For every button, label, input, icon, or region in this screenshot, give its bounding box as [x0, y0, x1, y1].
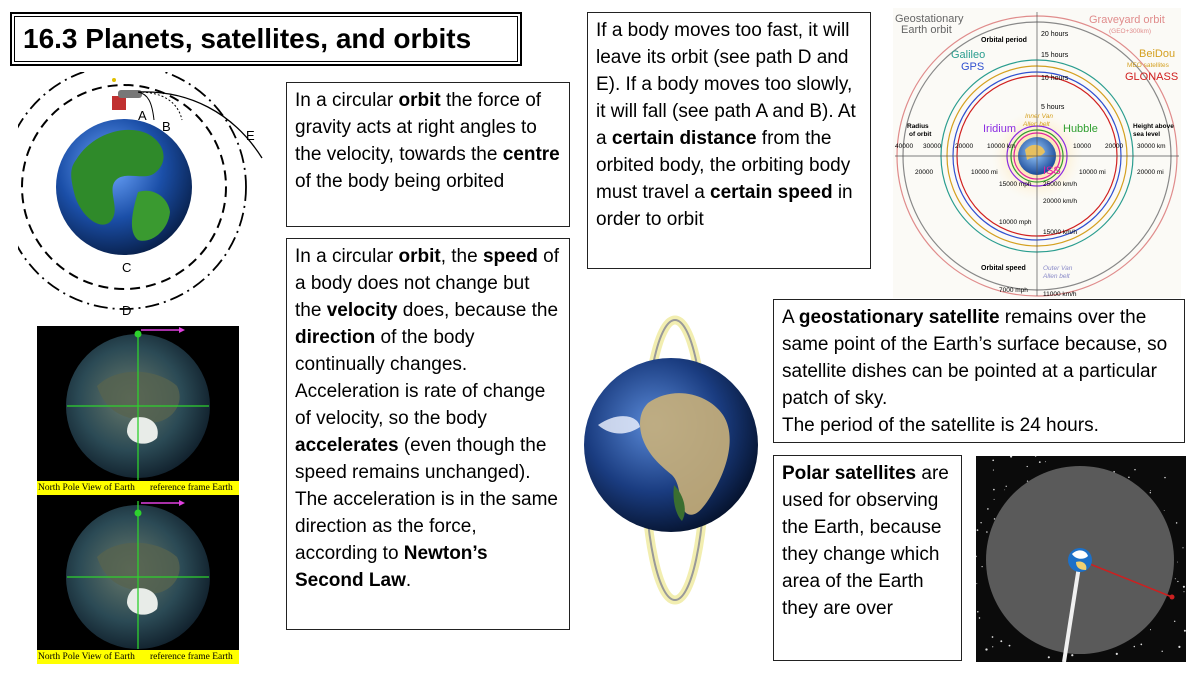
cannon-barrel	[118, 90, 142, 98]
star	[976, 583, 977, 584]
label-orbital-period: Orbital period	[981, 37, 1027, 44]
label-geostationary-1: Geostationary	[895, 13, 964, 25]
star	[1164, 510, 1165, 511]
north-pole-caption-top	[37, 481, 239, 495]
star	[1150, 492, 1151, 493]
label-mi20000: 20000	[915, 169, 934, 176]
text: from the orbited body, the orbiting body must travel a	[596, 128, 851, 203]
text: If a body moves too fast, it will leave its orbit (see path D and E). If a body moves too slowly, it will fall (see path A and B). At a	[596, 20, 856, 149]
star	[1035, 456, 1037, 457]
cannon-base	[112, 96, 126, 110]
text: in order to orbit	[596, 182, 853, 230]
star	[1150, 490, 1151, 491]
cannon-flash	[112, 78, 116, 82]
label-mi20000-right: 20000 mi	[1137, 169, 1164, 176]
label-gps: GPS	[961, 61, 985, 73]
star	[1134, 646, 1136, 648]
star	[1004, 490, 1005, 491]
text: (even though the speed remains unchanged). The acceleration is in the same direction as the force, according to	[295, 435, 558, 564]
star	[994, 518, 996, 520]
label-geostationary-2: Earth orbit	[901, 24, 952, 36]
text: the force of gravity acts at right angles to the velocity, towards the	[295, 90, 542, 165]
text: of the body continually changes. Acceleration is rate of change of velocity, so the body	[295, 327, 546, 429]
label-graveyard-sub: (GEO+300km)	[1109, 28, 1152, 35]
star	[1183, 586, 1185, 588]
label-graveyard: Graveyard orbit	[1089, 14, 1165, 26]
bold-term: certain distance	[611, 128, 757, 149]
text: of the body being orbited	[295, 171, 505, 192]
star	[1009, 645, 1011, 647]
bold-term: Newton’s Second Law	[295, 543, 488, 591]
label-kmh15000: 15000 km/h	[1043, 229, 1077, 236]
label-meo: MEO satellites	[1127, 62, 1169, 69]
label-iridium: Iridium	[983, 123, 1017, 135]
text: In a circular	[295, 90, 399, 111]
bold-term: centre	[502, 144, 560, 165]
star	[1175, 578, 1176, 579]
polar-satellite-svg	[976, 456, 1186, 662]
star	[981, 566, 982, 567]
label-beidou: BeiDou	[1139, 48, 1176, 60]
star	[1048, 656, 1050, 658]
label-hubble: Hubble	[1063, 123, 1098, 135]
star	[1010, 456, 1012, 458]
star	[1039, 461, 1041, 463]
bold-term: certain speed	[710, 182, 833, 203]
label-iss: ISS	[1043, 165, 1061, 177]
orbit-comparison-chart	[893, 8, 1181, 298]
text: are used for observing the Earth, because they change which area of the Earth they are over	[782, 463, 949, 619]
star	[992, 646, 993, 647]
bold-term: Polar satellites	[782, 463, 917, 484]
star	[1128, 477, 1130, 479]
label-height-1: Height above	[1133, 123, 1174, 130]
star	[1071, 654, 1073, 656]
text: of a body does not change but the	[295, 246, 559, 321]
orbit-paths-diagram	[18, 72, 268, 322]
star	[977, 611, 979, 613]
label-b: B	[162, 119, 171, 134]
text-box-orbit-speed	[587, 12, 871, 269]
star	[1006, 486, 1007, 487]
star	[1174, 621, 1175, 622]
label-kmh25000: 25000 km/h	[1043, 181, 1077, 188]
label-d: D	[122, 303, 132, 318]
polar-orbit-illustration	[578, 315, 768, 615]
bold-term: speed	[482, 246, 538, 267]
label-e: E	[246, 128, 255, 143]
star	[1178, 646, 1180, 648]
bold-term: orbit	[398, 246, 441, 267]
label-a: A	[138, 108, 147, 123]
label-km30000: 30000	[923, 143, 942, 150]
label-mi10000: 10000 mi	[971, 169, 998, 176]
star	[1000, 640, 1002, 642]
text: does, because the	[397, 300, 559, 321]
north-pole-view-bottom	[37, 495, 239, 664]
label-km40000: 40000	[895, 143, 914, 150]
page-title: 16.3 Planets, satellites, and orbits	[14, 16, 518, 62]
star	[992, 636, 994, 638]
label-inner-van-allen-1: Inner Van	[1025, 113, 1053, 120]
text: The period of the satellite is 24 hours.	[782, 415, 1099, 436]
text-box-speed-velocity	[286, 238, 570, 630]
star	[1164, 477, 1165, 478]
label-glonass: GLONASS	[1125, 71, 1179, 83]
star	[1184, 630, 1186, 632]
star	[980, 522, 981, 523]
label-5-hours: 5 hours	[1041, 104, 1065, 111]
star	[1140, 644, 1142, 646]
caption-left: North Pole View of Earth	[38, 483, 135, 493]
north-pole-globe-bottom	[37, 495, 239, 650]
star	[986, 531, 988, 533]
label-mph10000: 10000 mph	[999, 219, 1032, 226]
star	[1045, 461, 1046, 462]
star	[994, 499, 995, 500]
star	[985, 648, 987, 650]
star	[1116, 653, 1118, 655]
bold-term: orbit	[398, 90, 441, 111]
label-10-hours: 10 hours	[1041, 75, 1069, 82]
text: .	[405, 570, 412, 591]
label-km10000-right: 10000	[1073, 143, 1092, 150]
label-20-hours: 20 hours	[1041, 31, 1069, 38]
label-km20000-right: 20000	[1105, 143, 1124, 150]
star	[1134, 469, 1135, 470]
text-box-circular-orbit	[286, 82, 570, 227]
label-c: C	[122, 260, 132, 275]
star	[1177, 562, 1178, 563]
caption-left: North Pole View of Earth	[38, 652, 135, 662]
title-frame	[10, 12, 522, 66]
text: remains over the same point of the Earth’s surface because, so satellite dishes can be pointed at a particular patch of sky.	[782, 307, 1168, 409]
text: A	[782, 307, 799, 328]
star	[977, 529, 979, 531]
label-mi10000-right: 10000 mi	[1079, 169, 1106, 176]
star	[1027, 480, 1028, 481]
label-height-2: sea level	[1133, 131, 1161, 138]
bold-term: velocity	[326, 300, 398, 321]
label-kmh20000: 20000 km/h	[1043, 198, 1077, 205]
star	[1027, 466, 1028, 467]
star	[979, 617, 980, 618]
star	[1161, 651, 1162, 652]
caption-right: reference frame Earth	[150, 483, 233, 493]
bold-term: direction	[295, 327, 376, 348]
star	[1176, 522, 1178, 524]
label-radius-1: Radius	[907, 123, 929, 130]
star	[1177, 581, 1178, 582]
star	[993, 489, 995, 491]
bold-term: accelerates	[295, 435, 399, 456]
star	[1182, 547, 1183, 548]
star	[992, 459, 994, 461]
north-pole-view-top	[37, 326, 239, 495]
north-pole-caption-bottom	[37, 650, 239, 664]
polar-satellite-image	[976, 456, 1186, 662]
label-outer-van-allen-2: Allen belt	[1043, 273, 1070, 280]
star	[987, 508, 989, 510]
label-mph15000: 15000 mph	[999, 181, 1032, 188]
label-km20000: 20000	[955, 143, 974, 150]
star	[993, 470, 994, 471]
label-km30000-right: 30000 km	[1137, 143, 1166, 150]
bold-term: geostationary satellite	[798, 307, 1000, 328]
north-pole-globe-top	[37, 326, 239, 481]
text: , the	[440, 246, 483, 267]
star	[1183, 591, 1184, 592]
text: In a circular	[295, 246, 399, 267]
label-orbital-speed: Orbital speed	[981, 265, 1026, 272]
label-outer-van-allen-1: Outer Van	[1043, 265, 1073, 272]
label-inner-van-allen-2: Allen belt	[1023, 121, 1050, 128]
caption-right: reference frame Earth	[150, 652, 233, 662]
orbit-chart-svg	[893, 8, 1181, 298]
label-galileo: Galileo	[951, 49, 986, 61]
label-15-hours: 15 hours	[1041, 52, 1069, 59]
label-km10000: 10000 km	[987, 143, 1016, 150]
label-mph7000: 7000 mph	[999, 287, 1028, 294]
satellite-dot	[1170, 595, 1175, 600]
text-box-polar	[773, 455, 962, 661]
star	[1150, 629, 1151, 630]
star	[976, 556, 977, 558]
text-box-geostationary	[773, 299, 1185, 443]
label-radius-2: of orbit	[909, 131, 932, 138]
label-kmh11000: 11000 km/h	[1043, 291, 1077, 298]
